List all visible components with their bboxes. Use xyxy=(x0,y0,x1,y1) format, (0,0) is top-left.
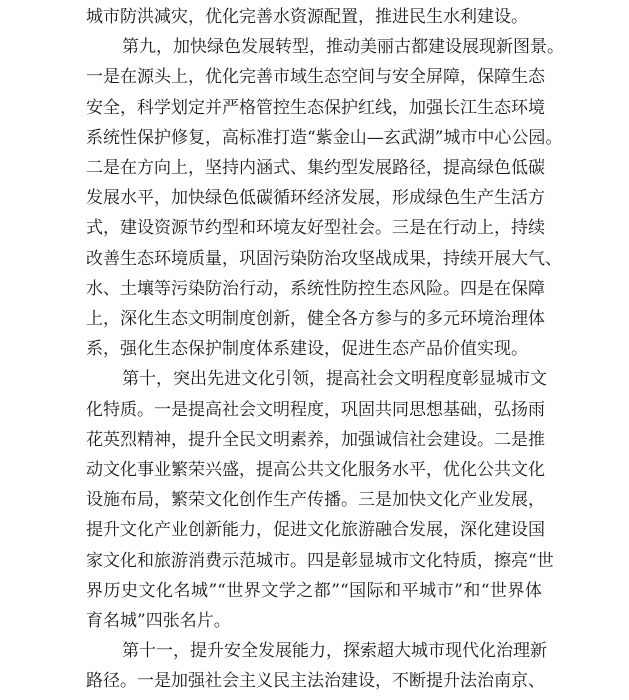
text-line: 提升文化产业创新能力，促进文化旅游融合发展，深化建设国 xyxy=(86,520,545,541)
text-line: 水、土壤等污染防治行动，系统性防控生态风险。四是在保障 xyxy=(86,278,545,299)
paragraph-heading-line: 第十一，提升安全发展能力，探索超大城市现代化治理新 xyxy=(122,641,547,662)
text-line: 改善生态环境质量，巩固污染防治攻坚战成果，持续开展大气、 xyxy=(86,248,562,269)
text-line: 式，建设资源节约型和环境友好型社会。三是在行动上，持续 xyxy=(86,218,545,239)
text-line: 界历史文化名城”“世界文学之都”“国际和平城市”和“世界体 xyxy=(86,580,542,601)
text-line: 二是在方向上，坚持内涵式、集约型发展路径，提高绿色低碳 xyxy=(86,158,545,178)
paragraph-heading-line: 第九，加快绿色发展转型，推动美丽古都建设展现新图景。 xyxy=(122,37,564,58)
paragraph-heading-line: 第十，突出先进文化引领，提高社会文明程度彰显城市文 xyxy=(122,369,547,390)
text-line: 路径。一是加强社会主义民主法治建设，不断提升法治南京、 xyxy=(86,671,545,692)
text-line: 设施布局，繁荣文化创作生产传播。三是加快文化产业发展， xyxy=(86,490,545,511)
text-line: 动文化事业繁荣兴盛，提高公共文化服务水平，优化公共文化 xyxy=(86,460,545,480)
text-line: 化特质。一是提高社会文明程度，巩固共同思想基础，弘扬雨 xyxy=(86,399,545,420)
text-line: 系统性保护修复，高标准打造“紫金山—玄武湖”城市中心公园。 xyxy=(86,127,563,148)
text-line: 城市防洪减灾，优化完善水资源配置，推进民生水利建设。 xyxy=(86,7,528,27)
text-line: 一是在源头上，优化完善市域生态空间与安全屏障，保障生态 xyxy=(86,67,545,88)
text-line: 发展水平，加快绿色低碳循环经济发展，形成绿色生产生活方 xyxy=(86,188,545,209)
text-line: 系，强化生态保护制度体系建设，促进生态产品价值实现。 xyxy=(86,339,528,360)
text-line: 家文化和旅游消费示范城市。四是彰显城市文化特质，擦亮“世 xyxy=(86,550,554,571)
text-line: 育名城”四张名片。 xyxy=(86,611,231,631)
text-line: 安全，科学划定并严格管控生态保护红线，加强长江生态环境 xyxy=(86,97,545,118)
text-line: 上，深化生态文明制度创新，健全各方参与的多元环境治理体 xyxy=(86,309,545,329)
text-line: 花英烈精神，提升全民文明素养，加强诚信社会建设。二是推 xyxy=(86,429,545,450)
